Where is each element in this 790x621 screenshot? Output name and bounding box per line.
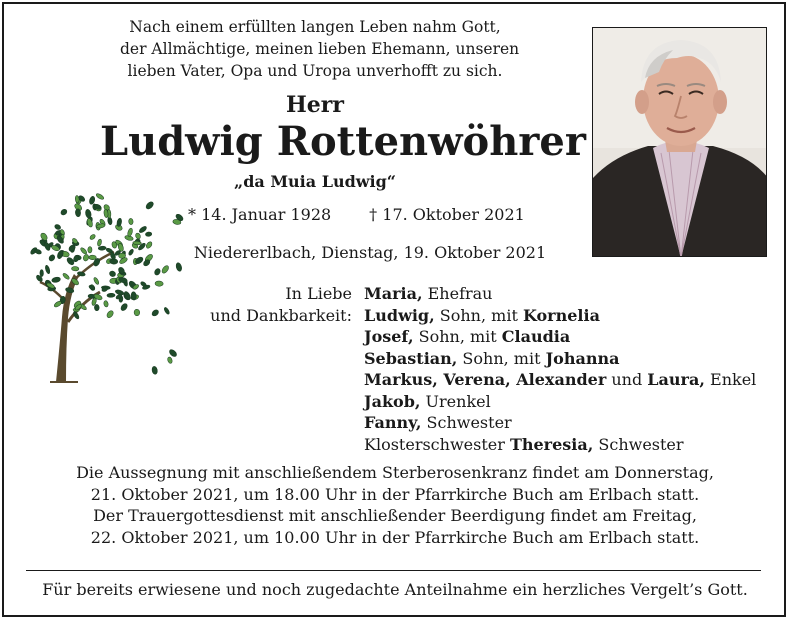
death-date: † 17. Oktober 2021 xyxy=(369,205,525,224)
intro-line: lieben Vater, Opa und Uropa unverhofft zu sich. xyxy=(127,62,503,80)
leaf xyxy=(107,293,115,297)
family-member xyxy=(364,434,774,456)
family-name: Theresia, xyxy=(509,434,594,454)
leaf xyxy=(48,254,56,262)
family-name: Maria, xyxy=(364,284,423,303)
service-line: Der Trauergottesdienst mit anschließender Beerdigung findet am Freitag, xyxy=(93,506,697,525)
divider xyxy=(26,570,761,571)
family-member xyxy=(364,391,774,413)
family-name: Claudia xyxy=(501,327,571,346)
leaf xyxy=(53,300,62,308)
leaf xyxy=(51,276,61,283)
family-name: Ludwig, xyxy=(364,305,435,325)
leaf xyxy=(34,248,42,255)
leaf xyxy=(151,309,160,318)
leaf xyxy=(89,234,96,241)
portrait-photo xyxy=(592,27,767,257)
leaf xyxy=(44,265,50,275)
leaf xyxy=(145,232,152,237)
leaf xyxy=(163,307,170,315)
family-member xyxy=(364,326,774,348)
leaf xyxy=(40,270,44,277)
leaf xyxy=(71,266,79,271)
family-member xyxy=(364,283,774,305)
thanks-label-line: In Liebe xyxy=(285,284,352,303)
family-relation: Sohn, mit xyxy=(457,348,546,368)
leaf xyxy=(155,281,163,287)
leaf xyxy=(93,277,100,285)
leaf xyxy=(145,200,155,210)
leaf xyxy=(135,232,142,239)
leaf xyxy=(98,246,106,251)
leaf xyxy=(75,209,81,217)
place-date: Niedererlbach, Dienstag, 19. Oktober 2021 xyxy=(193,243,547,262)
leaf xyxy=(88,247,92,253)
family-relation: Ehefrau xyxy=(422,284,493,303)
leaf xyxy=(60,208,68,216)
deceased-name: Ludwig Rottenwöhrer xyxy=(100,118,586,165)
family-relation: Sohn, mit xyxy=(413,327,502,346)
birth-date: * 14. Januar 1928 xyxy=(188,205,332,224)
family-name: Josef, xyxy=(364,327,414,346)
leaf xyxy=(80,247,88,255)
leaf xyxy=(151,366,158,375)
leaf xyxy=(175,262,182,272)
leaf xyxy=(154,268,162,276)
leaf xyxy=(115,289,125,296)
service-line: 22. Oktober 2021, um 10.00 Uhr in der Pfarrkirche Buch am Erlbach statt. xyxy=(90,527,700,547)
thanks-note: Für bereits erwiesene und noch zugedachte Anteilnahme ein herzliches Vergelt’s Gott. xyxy=(42,580,748,599)
family-member xyxy=(364,348,774,370)
leaf xyxy=(54,224,62,231)
family-relation: und xyxy=(606,370,648,389)
leaf xyxy=(89,196,96,205)
leaf xyxy=(89,255,96,260)
family-relation: Schwester xyxy=(593,434,684,454)
leaf xyxy=(128,248,135,256)
leaf xyxy=(85,209,92,219)
family-name: Johanna xyxy=(545,348,620,368)
leaf xyxy=(94,304,99,311)
family-name: Jakob, xyxy=(364,391,421,411)
leaf xyxy=(83,254,90,262)
family-member xyxy=(364,305,774,327)
leaf xyxy=(168,348,178,357)
leaf xyxy=(128,218,133,225)
intro-line: Nach einem erfüllten langen Leben nahm Gott, xyxy=(129,18,501,36)
service-line: 21. Oktober 2021, um 18.00 Uhr in der Pfarrkirche Buch am Erlbach statt. xyxy=(90,484,700,504)
thanks-label-line: und Dankbarkeit: xyxy=(210,305,352,325)
leaf xyxy=(106,310,115,319)
family-name: Laura, xyxy=(647,370,705,389)
leaf xyxy=(103,300,109,307)
family-list xyxy=(364,283,774,455)
leaf xyxy=(116,218,122,227)
family-relation: Enkel xyxy=(704,370,757,389)
leaf xyxy=(120,302,129,311)
family-name: Sebastian, xyxy=(364,348,458,368)
family-relation: Sohn, mit xyxy=(434,305,523,325)
family-relation: Klosterschwester xyxy=(364,434,510,454)
thanks-label xyxy=(190,283,352,326)
tree-illustration xyxy=(22,182,192,387)
service-line: Die Aussegnung mit anschließendem Sterberosenkranz findet am Donnerstag, xyxy=(76,463,714,482)
family-relation: Urenkel xyxy=(420,391,491,411)
honorific: Herr xyxy=(286,92,344,118)
family-name: Fanny, xyxy=(364,413,422,432)
family-name: Kornelia xyxy=(522,305,600,325)
leaf xyxy=(109,270,117,277)
family-relation: Schwester xyxy=(421,413,512,432)
service-info xyxy=(30,462,760,548)
life-dates xyxy=(188,205,548,224)
intro-text xyxy=(120,16,520,82)
leaf xyxy=(97,239,102,247)
family-member xyxy=(364,369,774,391)
leaf xyxy=(95,193,104,201)
family-name: Markus, Verena, Alexander xyxy=(364,370,607,389)
leaf xyxy=(167,356,173,364)
leaf xyxy=(161,264,170,274)
intro-line: der Allmächtige, meinen lieben Ehemann, unseren xyxy=(120,40,520,58)
leaf xyxy=(62,272,70,280)
leaf xyxy=(134,309,140,316)
nickname: „da Muia Ludwig“ xyxy=(234,172,396,191)
leaf xyxy=(131,291,137,300)
family-member xyxy=(364,412,774,434)
leaf xyxy=(127,228,134,237)
leaf xyxy=(145,241,153,250)
